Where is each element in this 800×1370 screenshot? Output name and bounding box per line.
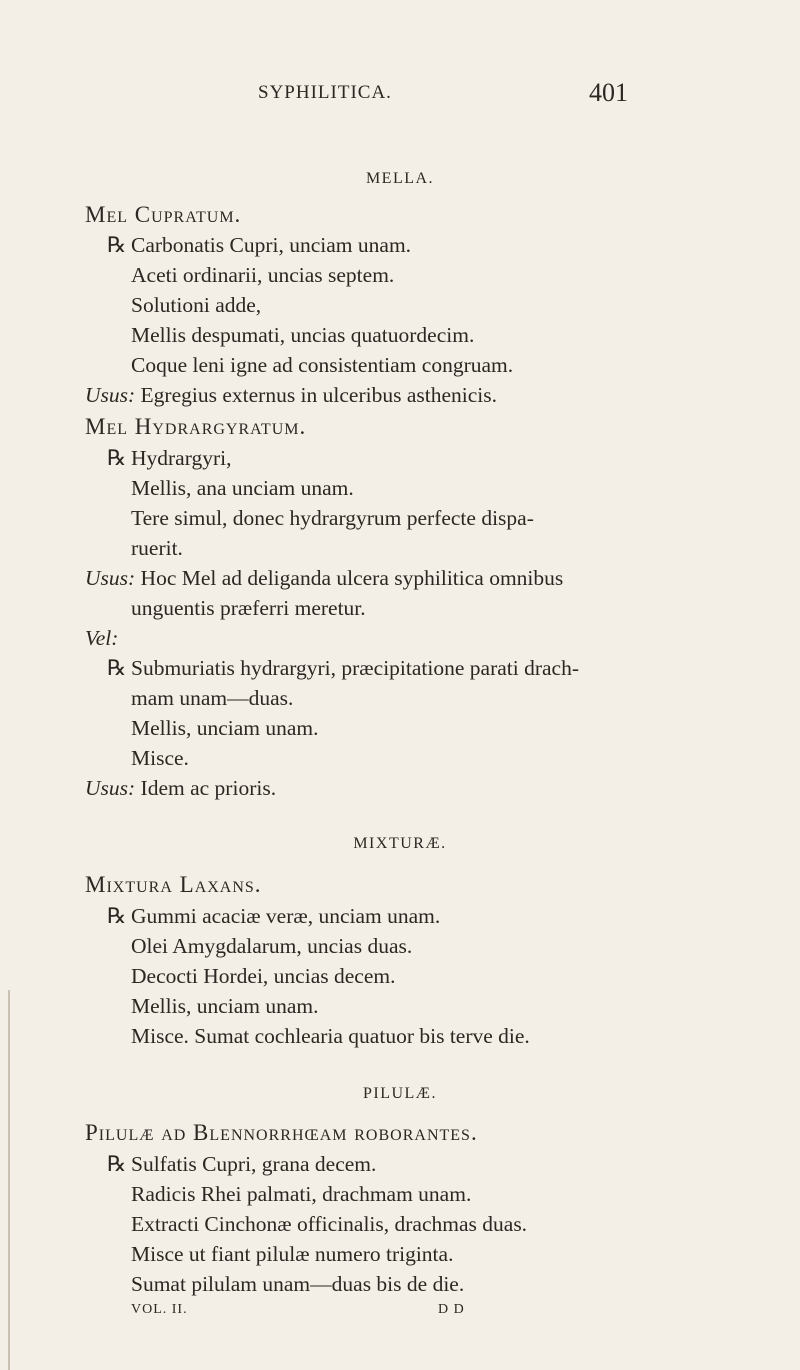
running-head-title: SYPHILITICA. [258, 82, 392, 103]
usage-label: Usus: [85, 566, 136, 590]
recipe-line [107, 445, 232, 471]
section-title-pilulae: PILULÆ. [362, 1085, 438, 1102]
recipe-symbol: ℞ [107, 233, 127, 257]
recipe-line: Coque leni igne ad consistentiam congruam. [131, 353, 514, 377]
recipe-line [107, 655, 579, 681]
recipe-heading-mel-hydrargyratum: Mel Hydrargyratum. [85, 414, 307, 439]
ingredient-text: Carbonatis Cupri, unciam unam. [131, 233, 412, 257]
usage-text: Hoc Mel ad deliganda ulcera syphilitica omnibus [140, 566, 564, 590]
recipe-line: Misce ut fiant pilulæ numero triginta. [131, 1242, 454, 1266]
recipe-line [107, 232, 411, 258]
recipe-line: Radicis Rhei palmati, drachmam unam. [131, 1182, 472, 1206]
recipe-line: Tere simul, donec hydrargyrum perfecte dispa- [131, 506, 534, 530]
usage-line [85, 775, 276, 801]
alternative-label-line [85, 625, 118, 651]
running-head [258, 78, 628, 108]
recipe-symbol: ℞ [107, 1152, 127, 1176]
recipe-line: ruerit. [131, 536, 183, 560]
ingredient-text: Submuriatis hydrargyri, præcipitatione parati drach- [131, 656, 579, 680]
usage-line [85, 382, 497, 408]
recipe-heading-mixtura-laxans: Mixtura Laxans. [85, 872, 262, 897]
recipe-line: mam unam—duas. [131, 686, 294, 710]
recipe-heading-mel-cupratum: Mel Cupratum. [85, 202, 242, 227]
recipe-line: Extracti Cinchonæ officinalis, drachmas duas. [131, 1212, 528, 1236]
usage-line [85, 565, 563, 591]
ingredient-text: Hydrargyri, [131, 446, 232, 470]
recipe-line: Misce. [131, 746, 189, 770]
usage-label: Usus: [85, 776, 136, 800]
recipe-line [107, 1151, 376, 1177]
recipe-symbol: ℞ [107, 904, 127, 928]
page-edge-line [8, 990, 10, 1370]
recipe-symbol: ℞ [107, 656, 127, 680]
recipe-line: Decocti Hordei, uncias decem. [131, 964, 396, 988]
recipe-heading-pilulae-blennorrhoeam: Pilulæ ad Blennorrhœam roborantes. [85, 1120, 478, 1145]
usage-label: Usus: [85, 383, 136, 407]
recipe-line: Mellis despumati, uncias quatuordecim. [131, 323, 475, 347]
recipe-line: Aceti ordinarii, uncias septem. [131, 263, 395, 287]
recipe-line: Mellis, unciam unam. [131, 994, 319, 1018]
page-number: 401 [589, 78, 628, 107]
recipe-line: Mellis, unciam unam. [131, 716, 319, 740]
recipe-line [107, 903, 440, 929]
recipe-line: unguentis præferri meretur. [131, 596, 366, 620]
usage-text: Idem ac prioris. [140, 776, 277, 800]
section-title-mella: MELLA. [365, 170, 435, 187]
section-title-mixturae: MIXTURÆ. [353, 835, 447, 852]
volume-signature: VOL. II. [131, 1302, 188, 1317]
recipe-line: Sumat pilulam unam—duas bis de die. [131, 1272, 465, 1296]
recipe-line: Olei Amygdalarum, uncias duas. [131, 934, 413, 958]
usage-text: Egregius externus in ulceribus asthenicis. [140, 383, 497, 407]
ingredient-text: Gummi acaciæ veræ, unciam unam. [131, 904, 441, 928]
recipe-symbol: ℞ [107, 446, 127, 470]
recipe-line: Mellis, ana unciam unam. [131, 476, 354, 500]
gathering-signature: D D [438, 1302, 465, 1317]
vel-label: Vel: [85, 626, 119, 650]
recipe-line: Solutioni adde, [131, 293, 262, 317]
ingredient-text: Sulfatis Cupri, grana decem. [131, 1152, 377, 1176]
recipe-line: Misce. Sumat cochlearia quatuor bis terve die. [131, 1024, 530, 1048]
